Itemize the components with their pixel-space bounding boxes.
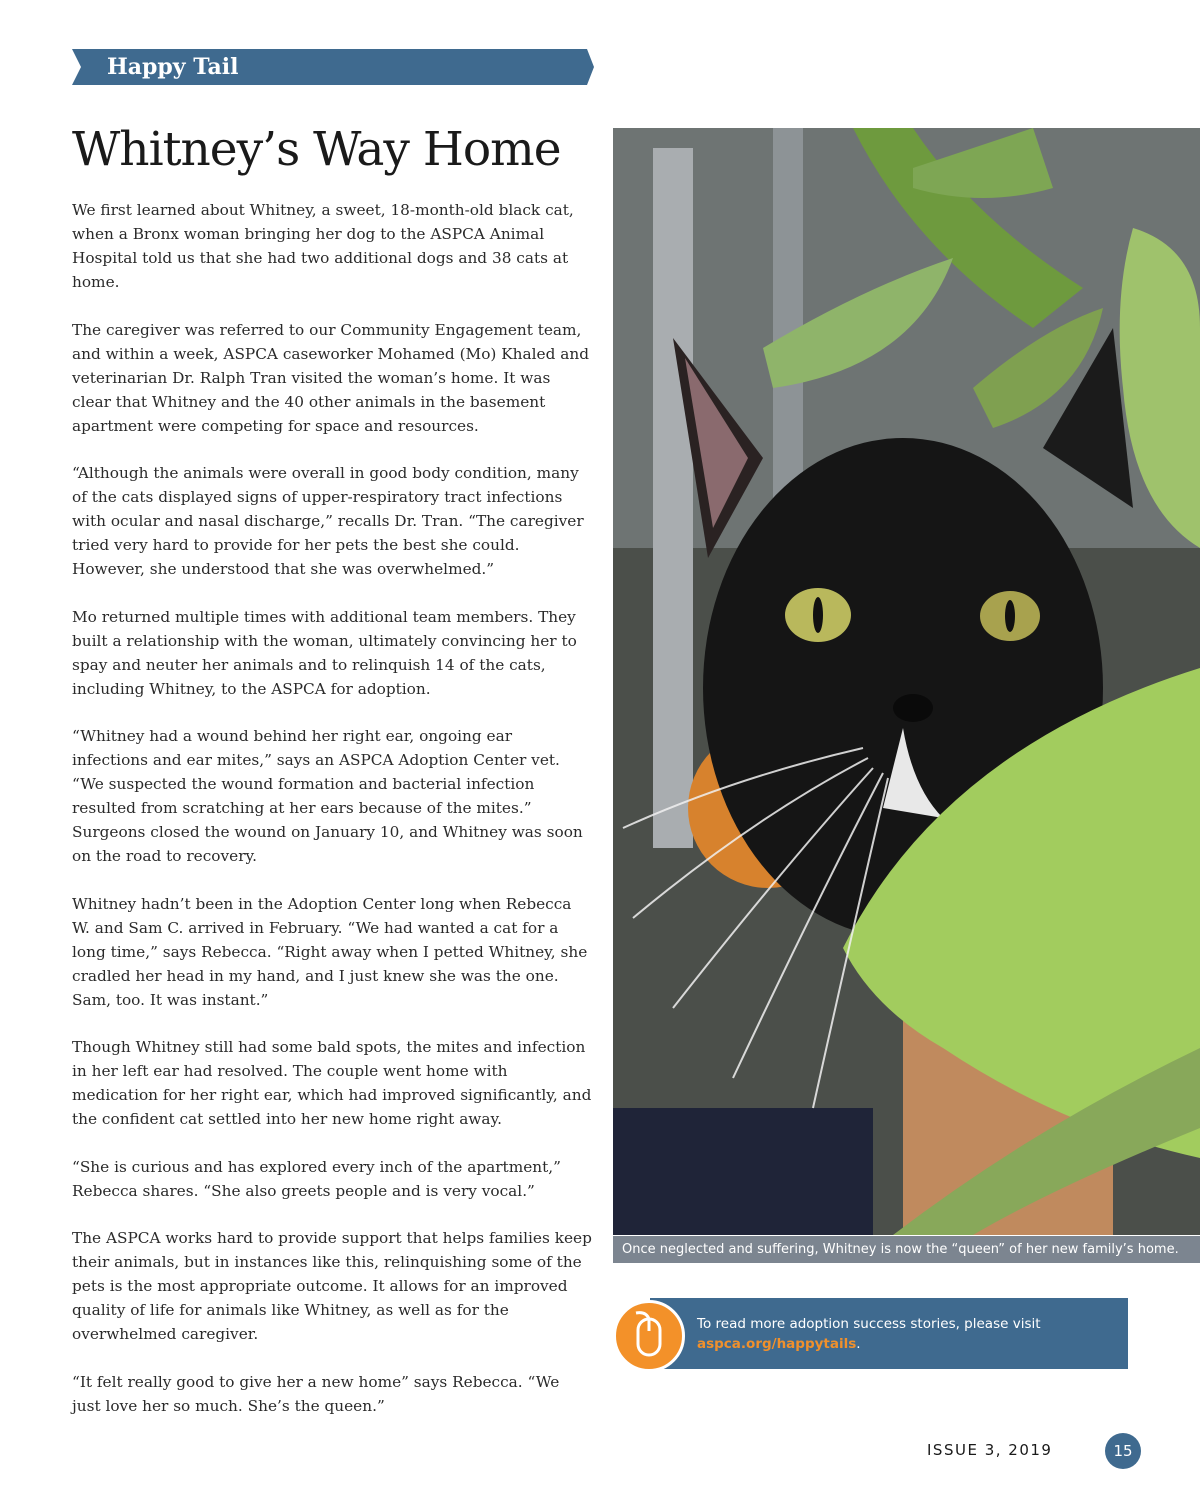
- paragraph: “She is curious and has explored every inch of the apartment,” Rebecca shares. “She also greets people and is very vocal.”: [72, 1157, 561, 1200]
- article-body: [72, 198, 592, 1441]
- cat-photo: [613, 128, 1200, 1235]
- paragraph: Though Whitney still had some bald spots, the mites and infection in her left ear had resolved. The couple went home with medication for her right ear, which had improved significantly, and the confident cat settled into her new home right away.: [72, 1038, 592, 1128]
- page-number: 15: [1105, 1433, 1141, 1469]
- happytails-link[interactable]: aspca.org/happytails: [697, 1336, 857, 1352]
- cta-suffix: .: [856, 1336, 861, 1352]
- photo-caption: Once neglected and suffering, Whitney is now the “queen” of her new family’s home.: [613, 1236, 1200, 1263]
- issue-label: ISSUE 3, 2019: [927, 1441, 1053, 1459]
- paragraph: Mo returned multiple times with additional team members. They built a relationship with the woman, ultimately convincing her to spay and neuter her animals and to relinquish 14 of the cats, including Whitney, to the ASPCA for adoption.: [72, 607, 577, 698]
- cta-text: To read more adoption success stories, please visit: [697, 1316, 1041, 1332]
- article-title: Whitney’s Way Home: [72, 122, 561, 177]
- paragraph: We first learned about Whitney, a sweet, 18-month-old black cat, when a Bronx woman bringing her dog to the ASPCA Animal Hospital told us that she had two additional dogs and 38 cats at home.: [72, 201, 574, 291]
- paragraph: Whitney hadn’t been in the Adoption Center long when Rebecca W. and Sam C. arrived in February. “We had wanted a cat for a long time,” says Rebecca. “Right away when I petted Whitney, she cradled her head in my hand, and I just knew she was the one. Sam, too. It was instant.”: [72, 894, 588, 1009]
- computer-mouse-icon: [613, 1300, 685, 1372]
- section-label: Happy Tail: [107, 54, 239, 80]
- paragraph: The ASPCA works hard to provide support that helps families keep their animals, but in instances like this, relinquishing some of the pets is the most appropriate outcome. It allows for an improved quality of life for animals like Whitney, as well as for the overwhelmed caregiver.: [72, 1229, 592, 1343]
- cta-box: [650, 1298, 1128, 1369]
- paragraph: “It felt really good to give her a new home” says Rebecca. “We just love her so much. She’s the queen.”: [72, 1372, 560, 1415]
- paragraph: “Although the animals were overall in good body condition, many of the cats displayed signs of upper-respiratory tract infections with ocular and nasal discharge,” recalls Dr. Tran. “The caregiver tried very hard to provide for her pets the best she could. However, she understood that she was overwhelmed.”: [72, 464, 584, 578]
- paragraph: “Whitney had a wound behind her right ear, ongoing ear infections and ear mites,” says an ASPCA Adoption Center vet. “We suspected the wound formation and bacterial infection resulted from scratching at her ears because of the mites.” Surgeons closed the wound on January 10, and Whitney was soon on the road to recovery.: [72, 727, 583, 865]
- paragraph: The caregiver was referred to our Community Engagement team, and within a week, ASPCA caseworker Mohamed (Mo) Khaled and veterinarian Dr. Ralph Tran visited the woman’s home. It was clear that Whitney and the 40 other animals in the basement apartment were competing for space and resources.: [72, 320, 590, 435]
